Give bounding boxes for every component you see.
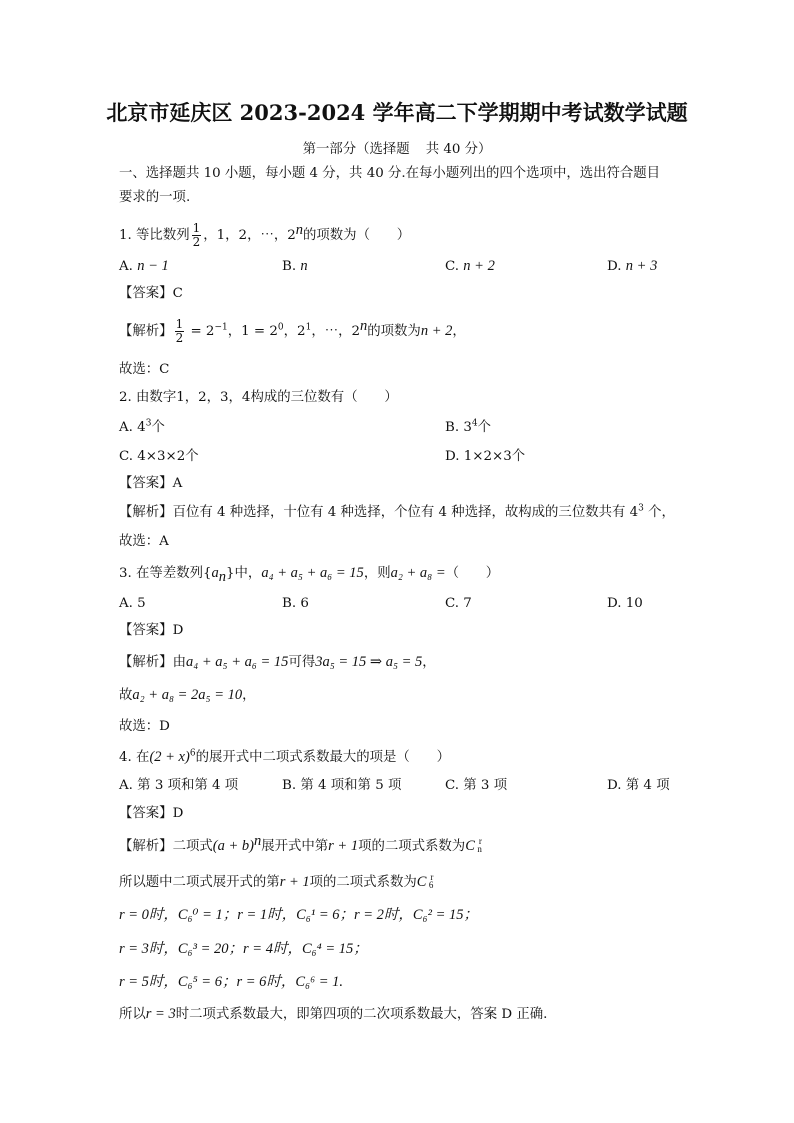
q1-analysis: 【解析】 $\frac{1}{2}$ = $2^{-1}$，$1 = 2^0$，$2^1$，⋯，2$^n$的项数为n + 2， xyxy=(119,317,466,345)
instructions-line-1: 一、选择题共 10 小题，每小题 4 分，共 40 分.在每小题列出的四个选项中，选出符合题目 xyxy=(119,166,661,181)
q3-option-c: C. 7 xyxy=(445,596,472,611)
q4-analysis: 【解析】二项式$(a + b)^n$展开式中第r + 1项的二项式系数为C r n xyxy=(119,832,482,854)
q1-option-c: C. n + 2 xyxy=(445,258,495,274)
question-4-stem: 4. 在$(2 + x)^6$的展开式中二项式系数最大的项是（ ） xyxy=(119,748,450,765)
q4-analysis-line-2: 所以题中二项式展开式的第r + 1项的二项式系数为C r 6 xyxy=(119,872,434,890)
q1-option-a: A. n − 1 xyxy=(119,258,169,274)
q1-option-d: D. n + 3 xyxy=(607,258,658,274)
q3-option-a: A. 5 xyxy=(119,596,146,611)
instructions-line-2: 要求的一项. xyxy=(119,190,191,205)
q4-option-a: A. 第 3 项和第 4 项 xyxy=(119,778,239,793)
q1-answer: 【答案】C xyxy=(119,286,183,301)
page-title: 北京市延庆区 2023-2024 学年高二下学期期中考试数学试题 xyxy=(106,100,688,125)
q3-answer: 【答案】D xyxy=(119,623,184,638)
question-2-stem: 2. 由数字1，2，3，4构成的三位数有（ ） xyxy=(119,390,398,405)
q3-choose: 故选：D xyxy=(119,719,170,734)
q2-option-d: D. 1×2×3个 xyxy=(445,449,526,464)
q2-option-b: B. $3^4$个 xyxy=(445,418,491,435)
q4-answer: 【答案】D xyxy=(119,806,184,821)
fraction: $\frac{1}{2}$ xyxy=(192,221,201,249)
q2-answer: 【答案】A xyxy=(119,476,183,491)
q3-analysis: 【解析】由a₄ + a₅ + a₆ = 15可得3a₅ = 15 ⇒ a₅ = 5， xyxy=(119,654,436,670)
q3-analysis-line-2: 故a₂ + a₈ = 2a₅ = 10， xyxy=(119,687,256,703)
q3-option-d: D. 10 xyxy=(607,596,643,611)
q1-option-b: B. n xyxy=(282,258,308,274)
q2-option-c: C. 4×3×2个 xyxy=(119,449,199,464)
q4-option-d: D. 第 4 项 xyxy=(607,778,670,793)
q4-option-b: B. 第 4 项和第 5 项 xyxy=(282,778,402,793)
question-1-stem: 1. 等比数列 $\frac{1}{2}$ ，1，2，⋯，2$^n$的项数为（ ） xyxy=(119,221,411,249)
q1-choose: 故选：C xyxy=(119,362,170,377)
q4-analysis-line-6: 所以r = 3时二项式系数最大，即第四项的二次项系数最大，答案 D 正确. xyxy=(119,1006,548,1022)
section-heading: 第一部分（选择题 共 40 分） xyxy=(302,142,492,157)
q4-analysis-line-4: r = 3时，C₆³ = 20；r = 4时，C₆⁴ = 15； xyxy=(119,941,368,957)
q2-option-a: A. $4^3$个 xyxy=(119,418,165,435)
q4-analysis-line-5: r = 5时，C₆⁵ = 6；r = 6时，C₆⁶ = 1. xyxy=(119,974,344,990)
q2-choose: 故选：A xyxy=(119,534,169,549)
q2-analysis: 【解析】百位有 4 种选择，十位有 4 种选择，个位有 4 种选择，故构成的三位数共有 $4^3$ 个， xyxy=(119,503,675,520)
question-3-stem: 3. 在等差数列$\{a_n\}$中，a₄ + a₅ + a₆ = 15，则a₂ + a₈ =（ ） xyxy=(119,565,500,585)
q4-analysis-line-3: r = 0时，C₆⁰ = 1；r = 1时，C₆¹ = 6；r = 2时，C₆² = 15； xyxy=(119,907,479,923)
q4-option-c: C. 第 3 项 xyxy=(445,778,508,793)
q3-option-b: B. 6 xyxy=(282,596,309,611)
